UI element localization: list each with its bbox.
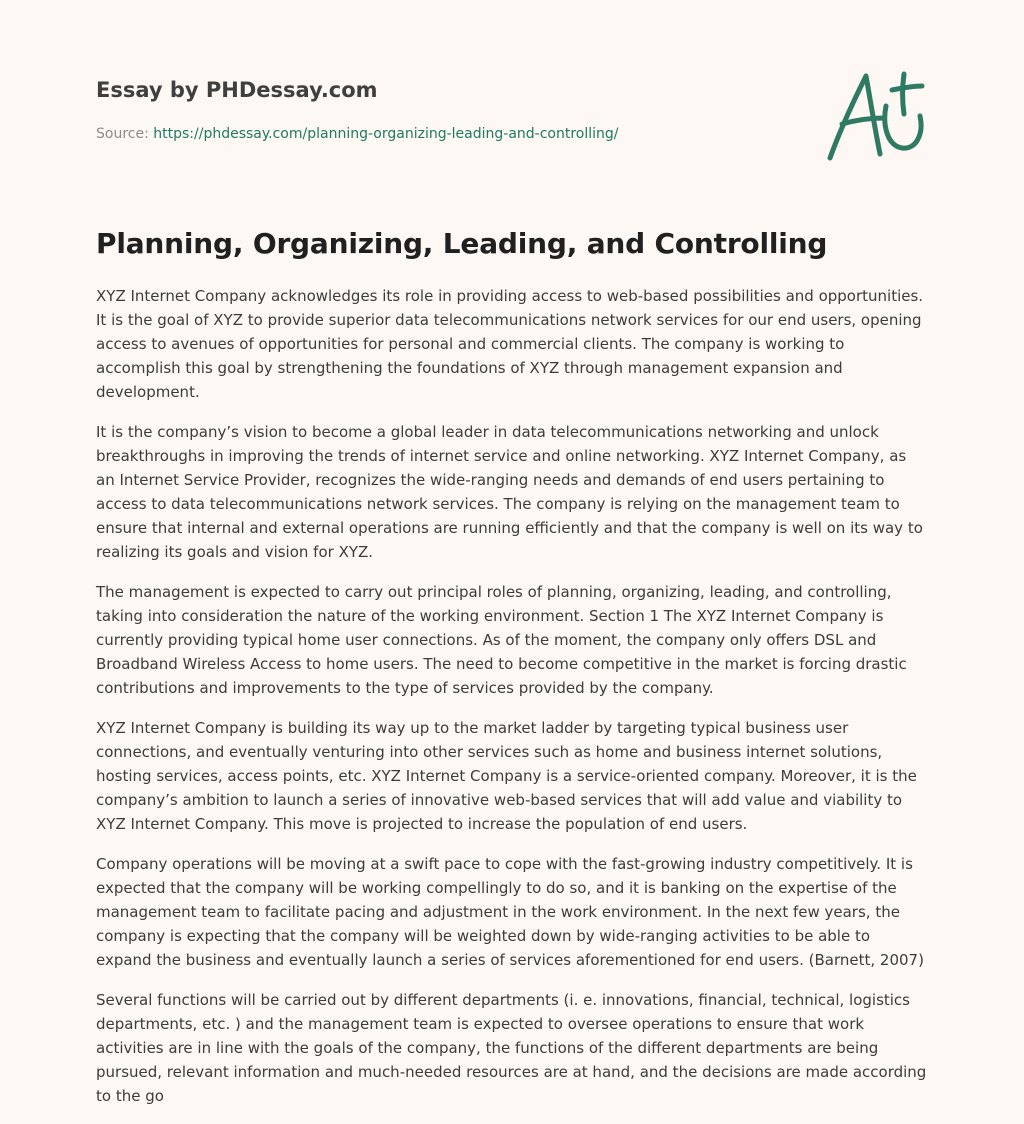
a-plus-grade-icon bbox=[822, 68, 930, 164]
essay-title: Planning, Organizing, Leading, and Controlling bbox=[96, 227, 828, 260]
essay-paragraph: Company operations will be moving at a swift pace to cope with the fast-growing industry competitively. It is expected that the company will be working compellingly to do so, and it is banking on the expertise of the management team to facilitate pacing and adjustment in the work environment. In the next few years, the company is expecting that the company will be weighted down by wide-ranging activities to be able to expand the business and eventually launch a series of services aforementioned for end users. (Barnett, 2007) bbox=[96, 855, 924, 969]
essay-body bbox=[96, 284, 928, 1124]
essay-paragraph: It is the company’s vision to become a global leader in data telecommunications networking and unlock breakthroughs in improving the trends of internet service and online networking. XYZ Internet Company, as an Internet Service Provider, recognizes the wide-ranging needs and demands of end users pertaining to access to data telecommunications network services. The company is relying on the management team to ensure that internal and external operations are running efficiently and that the company is well on its way to realizing its goals and vision for XYZ. bbox=[96, 423, 923, 561]
essay-paragraph: Several functions will be carried out by different departments (i. e. innovations, financial, technical, logistics departments, etc. ) and the management team is expected to oversee operations to ensure that work activities are in line with the goals of the company, the functions of the different departments are being pursued, relevant information and much-needed resources are at hand, and the decisions are made according to the go bbox=[96, 991, 927, 1105]
site-brand: Essay by PHDessay.com bbox=[96, 78, 378, 102]
essay-paragraph: XYZ Internet Company is building its way up to the market ladder by targeting typical business user connections, and eventually venturing into other services such as home and business internet solutions, hosting services, access points, etc. XYZ Internet Company is a service-oriented company. Moreover, it is the company’s ambition to launch a series of innovative web-based services that will add value and viability to XYZ Internet Company. This move is projected to increase the population of end users. bbox=[96, 719, 917, 833]
source-link[interactable]: https://phdessay.com/planning-organizing-leading-and-controlling/ bbox=[153, 126, 619, 142]
source-label: Source: bbox=[96, 126, 154, 142]
essay-paragraph: The management is expected to carry out principal roles of planning, organizing, leading, and controlling, taking into consideration the nature of the working environment. Section 1 The XYZ Internet Company is currently providing typical home user connections. As of the moment, the company only offers DSL and Broadband Wireless Access to home users. The need to become competitive in the market is forcing drastic contributions and improvements to the type of services provided by the company. bbox=[96, 583, 907, 697]
essay-paragraph: XYZ Internet Company acknowledges its role in providing access to web-based possibilities and opportunities. It is the goal of XYZ to provide superior data telecommunications network services for our end users, opening access to avenues of opportunities for personal and commercial clients. The company is working to accomplish this goal by strengthening the foundations of XYZ through management expansion and development. bbox=[96, 287, 924, 401]
essay-header bbox=[96, 74, 796, 146]
source-line bbox=[96, 122, 796, 146]
